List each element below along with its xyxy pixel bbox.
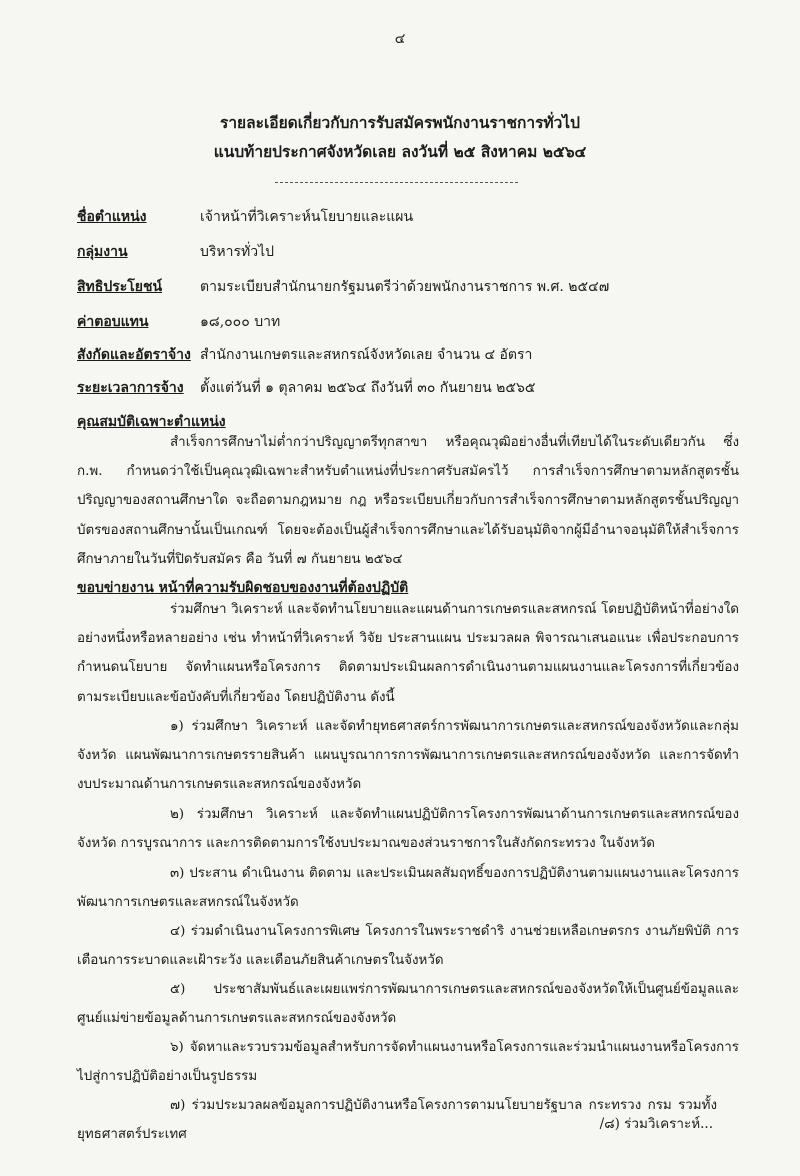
continuation-marker: /๘) ร่วมวิเคราะห์... bbox=[599, 1116, 713, 1132]
duties-intro-paragraph: ร่วมศึกษา วิเคราะห์ และจัดทำนโยบายและแผนด้านการเกษตรและสหกรณ์ โดยปฏิบัติหน้าที่อย่างใดอย่างหนึ่งหรือหลายอย่าง เช่น ทำหน้าที่วิเคราะห์ วิจัย ประสานแผน ประมวลผล พิจารณาเสนอแนะ เพื่อประกอบการกำหนดนโยบาย จัดทำแผนหรือโครงการ ติดตามประเมินผลการดำเนินงานตามแผนงานและโครงการที่เกี่ยวข้อง ตามระเบียบและข้อบังคับที่เกี่ยวข้อง โดยปฏิบัติงาน ดังนี้ bbox=[77, 602, 739, 705]
field-benefits bbox=[77, 276, 737, 300]
field-value: ตามระเบียบสำนักนายกรัฐมนตรีว่าด้วยพนักงานราชการ พ.ศ. ๒๕๔๗ bbox=[200, 279, 610, 295]
document-title-line-1: รายละเอียดเกี่ยวกับการรับสมัครพนักงานราชการทั่วไป bbox=[220, 113, 580, 132]
field-position-name bbox=[77, 206, 737, 230]
duty-item-2: ๒) ร่วมศึกษา วิเคราะห์ และจัดทำแผนปฏิบัติการโครงการพัฒนาด้านการเกษตรและสหกรณ์ของจังหวัด การบูรณาการ และการติดตามการใช้งบประมาณของส่วนราชการในสังกัดกระทรวง ในจังหวัด bbox=[77, 807, 739, 852]
page-number: ๔ bbox=[394, 31, 406, 47]
field-label: สิทธิประโยชน์ bbox=[77, 279, 163, 295]
field-employment-period bbox=[77, 377, 737, 401]
title-divider bbox=[275, 182, 518, 183]
field-label: กลุ่มงาน bbox=[77, 244, 128, 260]
duty-item-5: ๕) ประชาสัมพันธ์และเผยแพร่การพัฒนาการเกษตรและสหกรณ์ของจังหวัดให้เป็นศูนย์ข้อมูลและศูนย์แม่ข่ายข้อมูลด้านการเกษตรและสหกรณ์ของจังหวัด bbox=[77, 982, 739, 1027]
duty-item-7: ๗) ร่วมประมวลผลข้อมูลการปฏิบัติงานหรือโครงการตามนโยบายรัฐบาล กระทรวง กรม รวมทั้งยุทธศาสตร์ประเทศ bbox=[77, 1098, 717, 1143]
qualifications-heading: คุณสมบัติเฉพาะตำแหน่ง bbox=[77, 414, 226, 430]
field-work-group bbox=[77, 241, 737, 265]
field-compensation bbox=[77, 311, 737, 335]
field-label: ชื่อตำแหน่ง bbox=[77, 209, 147, 225]
field-value: เจ้าหน้าที่วิเคราะห์นโยบายและแผน bbox=[200, 209, 414, 225]
field-value: ตั้งแต่วันที่ ๑ ตุลาคม ๒๕๖๔ ถึงวันที่ ๓๐ กันยายน ๒๕๖๕ bbox=[200, 380, 536, 396]
field-affiliation bbox=[77, 344, 737, 368]
field-value: สำนักงานเกษตรและสหกรณ์จังหวัดเลย จำนวน ๔ อัตรา bbox=[200, 347, 533, 363]
field-value: บริหารทั่วไป bbox=[200, 244, 275, 260]
document-title-line-2: แนบท้ายประกาศจังหวัดเลย ลงวันที่ ๒๕ สิงหาคม ๒๕๖๔ bbox=[213, 142, 587, 161]
qualifications-paragraph: สำเร็จการศึกษาไม่ต่ำกว่าปริญญาตรีทุกสาขา หรือคุณวุฒิอย่างอื่นที่เทียบได้ในระดับเดียวกัน ซึ่ง ก.พ. กำหนดว่าใช้เป็นคุณวุฒิเฉพาะสำหรับตำแหน่งที่ประกาศรับสมัครไว้ การสำเร็จการศึกษาตามหลักสูตรชั้นปริญญาของสถานศึกษาใด จะถือตามกฎหมาย กฎ หรือระเบียบเกี่ยวกับการสำเร็จการศึกษาตามหลักสูตรชั้นปริญญาบัตรของสถานศึกษานั้นเป็นเกณฑ์ โดยจะต้องเป็นผู้สำเร็จการศึกษาและได้รับอนุมัติจากผู้มีอำนาจอนุมัติให้สำเร็จการศึกษาภายในวันที่ปิดรับสมัคร คือ วันที่ ๗ กันยายน ๒๕๖๔ bbox=[77, 435, 739, 567]
field-label: ค่าตอบแทน bbox=[77, 314, 149, 330]
duty-item-6: ๖) จัดหาและรวบรวมข้อมูลสำหรับการจัดทำแผนงานหรือโครงการและร่วมนำแผนงานหรือโครงการไปสู่การปฏิบัติอย่างเป็นรูปธรรม bbox=[77, 1040, 739, 1085]
duty-item-3: ๓) ประสาน ดำเนินงาน ติดตาม และประเมินผลสัมฤทธิ์ของการปฏิบัติงานตามแผนงานและโครงการพัฒนาการเกษตรและสหกรณ์ในจังหวัด bbox=[77, 866, 739, 911]
duties-heading: ขอบข่ายงาน หน้าที่ความรับผิดชอบของงานที่ต้องปฏิบัติ bbox=[77, 580, 409, 596]
field-label: ระยะเวลาการจ้าง bbox=[77, 380, 184, 396]
field-label: สังกัดและอัตราจ้าง bbox=[77, 347, 191, 363]
field-value: ๑๘,๐๐๐ บาท bbox=[200, 314, 281, 330]
duty-item-4: ๔) ร่วมดำเนินงานโครงการพิเศษ โครงการในพระราชดำริ งานช่วยเหลือเกษตรกร งานภัยพิบัติ การเตือนการระบาดและเฝ้าระวัง และเตือนภัยสินค้าเกษตรในจังหวัด bbox=[77, 924, 739, 969]
duty-item-1: ๑) ร่วมศึกษา วิเคราะห์ และจัดทำยุทธศาสตร์การพัฒนาการเกษตรและสหกรณ์ของจังหวัดและกลุ่มจังหวัด แผนพัฒนาการเกษตรรายสินค้า แผนบูรณาการการพัฒนาการเกษตรและสหกรณ์ของจังหวัด และการจัดทำงบประมาณด้านการเกษตรและสหกรณ์ของจังหวัด bbox=[77, 719, 739, 793]
